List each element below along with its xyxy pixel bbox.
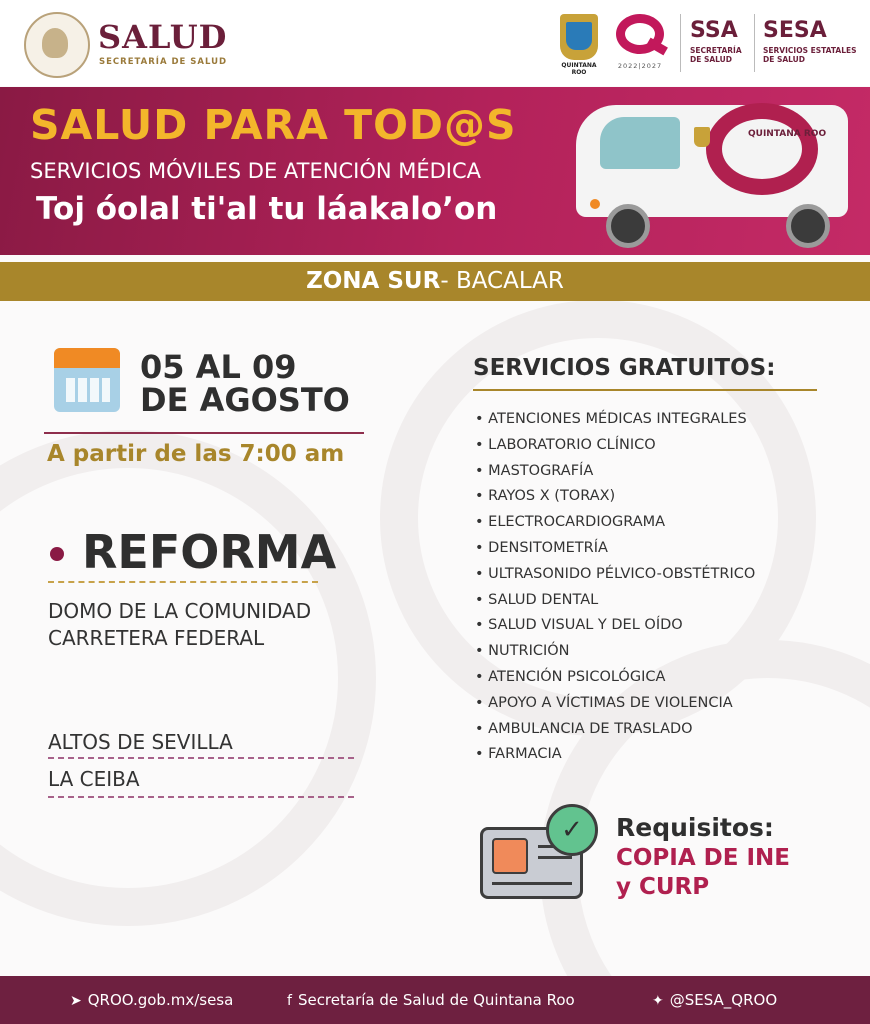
qroo-shield-label: QUINTANA ROO [561, 62, 597, 76]
list-item: • DENSITOMETRÍA [475, 539, 755, 565]
list-item: • ATENCIÓN PSICOLÓGICA [475, 668, 755, 694]
watermark-ring [0, 430, 376, 926]
sesa-subtitle: SERVICIOS ESTATALES DE SALUD [763, 46, 857, 64]
bullet-dot [50, 547, 64, 561]
calendar-header [54, 348, 120, 368]
zone-label [306, 268, 564, 294]
location-name: REFORMA [82, 525, 337, 579]
list-item: • MASTOGRAFÍA [475, 462, 755, 488]
divider [44, 432, 364, 434]
date-month: DE AGOSTO [140, 381, 350, 419]
brand-subtitle: SECRETARÍA DE SALUD [99, 57, 228, 67]
area-item: LA CEIBA [48, 767, 140, 791]
van-wheel [786, 204, 830, 248]
banner-subtitle: SERVICIOS MÓVILES DE ATENCIÓN MÉDICA [30, 159, 482, 183]
date-range: 05 AL 09 [140, 348, 297, 386]
requirement-line-2: y CURP [616, 874, 710, 900]
venue-line-2: CARRETERA FEDERAL [48, 626, 265, 650]
divider [48, 796, 354, 798]
requirement-line-1: COPIA DE INE [616, 845, 790, 871]
website-link[interactable]: QROO.gob.mx/sesa [87, 991, 234, 1009]
list-item: • ULTRASONIDO PÉLVICO-OBSTÉTRICO [475, 565, 755, 591]
calendar-icon [54, 348, 120, 412]
twitter-icon: ✦ [652, 993, 664, 1009]
zone-bar [0, 262, 870, 301]
quintana-roo-shield-icon [560, 14, 598, 60]
checkmark-icon: ✓ [546, 804, 598, 856]
ssa-title: SSA [690, 18, 738, 43]
list-item: • AMBULANCIA DE TRASLADO [475, 720, 755, 746]
divider [48, 757, 354, 759]
list-item: • SALUD DENTAL [475, 591, 755, 617]
divider [48, 581, 318, 583]
area-item: ALTOS DE SEVILLA [48, 730, 233, 754]
zone-name: ZONA SUR [306, 268, 441, 294]
list-item: • LABORATORIO CLÍNICO [475, 436, 755, 462]
calendar-grid [66, 378, 110, 402]
requirements-title: Requisitos: [616, 813, 774, 842]
banner-tagline: Toj óolal ti'al tu láakalo’on [36, 191, 498, 227]
list-item: • RAYOS X (TORAX) [475, 487, 755, 513]
services-title: SERVICIOS GRATUITOS: [473, 355, 776, 381]
twitter-link[interactable]: @SESA_QROO [669, 991, 778, 1009]
list-item: • FARMACIA [475, 745, 755, 771]
start-time: A partir de las 7:00 am [47, 441, 345, 467]
list-item: • SALUD VISUAL Y DEL OÍDO [475, 616, 755, 642]
footer-facebook[interactable] [287, 991, 575, 1009]
van-swirl-graphic [706, 103, 818, 195]
divider [680, 14, 681, 72]
brand-word: SALUD [98, 18, 228, 56]
list-item: • NUTRICIÓN [475, 642, 755, 668]
divider [754, 14, 755, 72]
van-emblem-icon [694, 127, 710, 147]
zone-municipality: - BACALAR [440, 268, 564, 294]
quintana-roo-q-logo [616, 14, 664, 54]
id-card-photo [492, 838, 528, 874]
facebook-icon: f [287, 993, 292, 1009]
footer-twitter[interactable] [652, 991, 777, 1009]
services-list [475, 410, 755, 771]
footer [0, 976, 870, 1024]
list-item: • APOYO A VÍCTIMAS DE VIOLENCIA [475, 694, 755, 720]
id-card-line [492, 882, 572, 885]
list-item: • ATENCIONES MÉDICAS INTEGRALES [475, 410, 755, 436]
facebook-link[interactable]: Secretaría de Salud de Quintana Roo [297, 991, 575, 1009]
list-item: • ELECTROCARDIOGRAMA [475, 513, 755, 539]
government-years: 2022|2027 [617, 62, 663, 70]
footer-website[interactable] [70, 991, 233, 1009]
cursor-icon: ➤ [70, 993, 82, 1009]
van-label: QUINTANA ROO [748, 129, 827, 139]
ssa-subtitle: SECRETARÍA DE SALUD [690, 46, 742, 64]
van-window [600, 117, 680, 169]
van-light [590, 199, 600, 209]
header [0, 0, 870, 86]
banner [0, 87, 870, 255]
mexico-seal-icon [24, 12, 90, 78]
banner-title: SALUD PARA TOD@S [30, 101, 517, 149]
divider [473, 389, 817, 391]
venue-line-1: DOMO DE LA COMUNIDAD [48, 599, 312, 623]
sesa-title: SESA [763, 18, 827, 43]
van-wheel [606, 204, 650, 248]
id-card-line [538, 856, 572, 859]
